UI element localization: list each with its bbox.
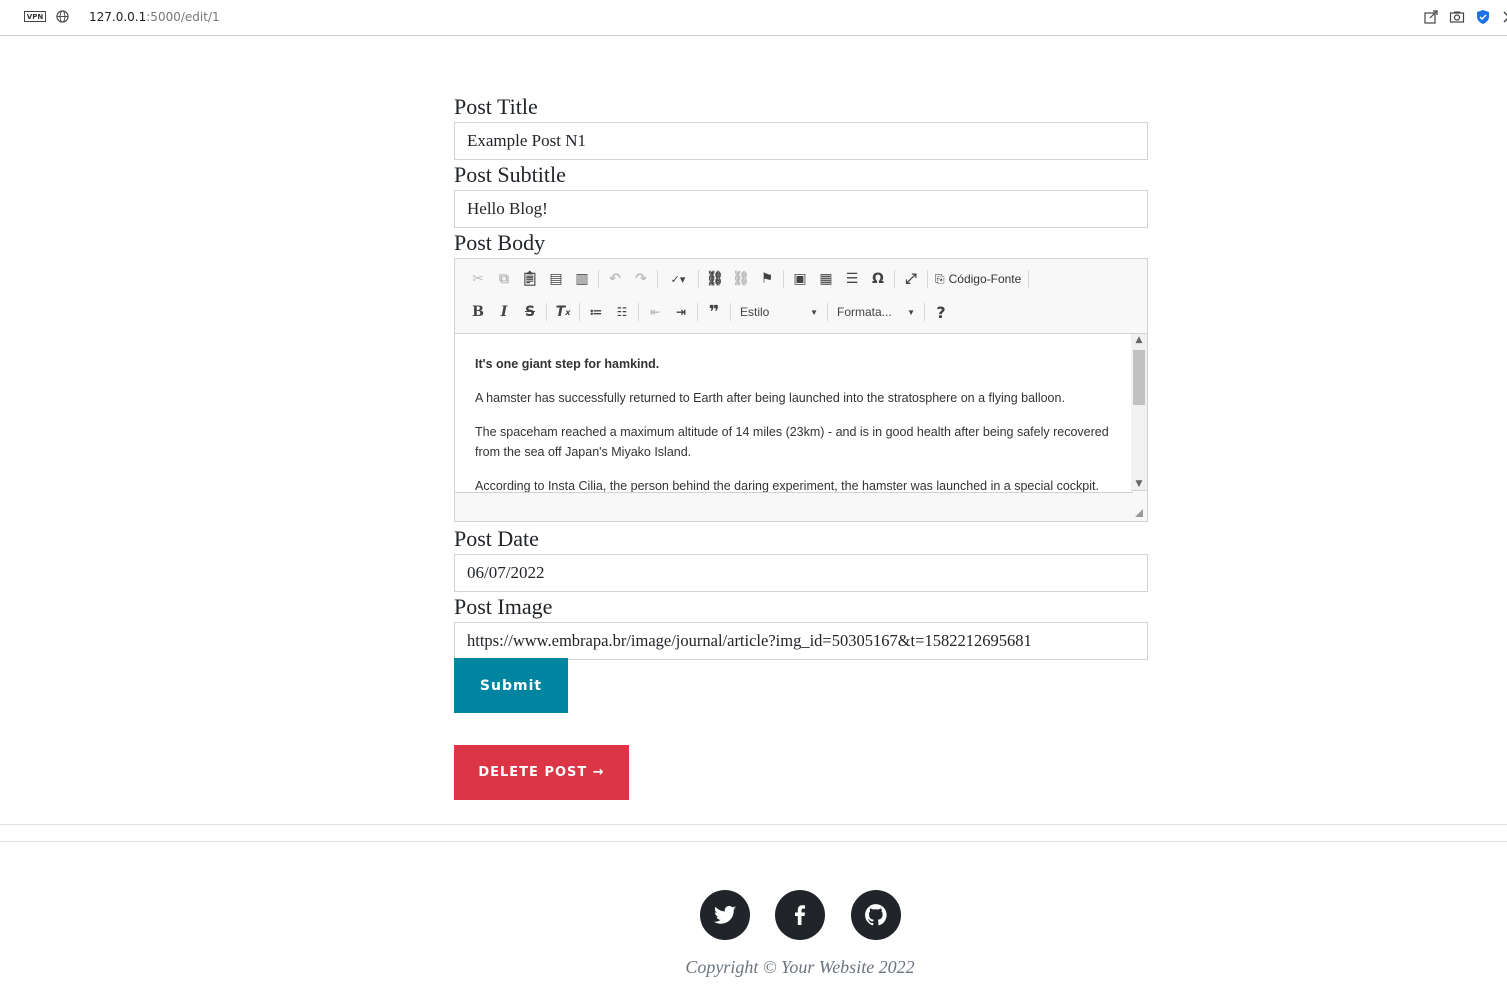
undo-icon[interactable]: ↶ <box>609 271 621 287</box>
format-dropdown-label: Formata... <box>837 305 892 319</box>
twitter-icon <box>713 903 737 927</box>
post-title-input[interactable]: Example Post N1 <box>454 122 1148 160</box>
paste-word-icon[interactable]: ▥ <box>575 271 589 287</box>
redo-icon[interactable]: ↷ <box>635 271 647 287</box>
bulleted-list-icon[interactable]: ☷ <box>616 305 628 319</box>
chevron-down-icon: ▼ <box>810 307 818 317</box>
editor-toolbar-row-1 <box>465 265 1032 293</box>
spellcheck-icon[interactable]: ✓▾ <box>670 272 686 286</box>
url-host: 127.0.0.1 <box>89 10 147 24</box>
format-dropdown[interactable] <box>831 305 921 319</box>
twitter-link[interactable] <box>700 890 750 940</box>
post-date-label: Post Date <box>454 526 539 551</box>
close-icon[interactable] <box>1501 9 1507 25</box>
share-icon[interactable] <box>1423 9 1439 25</box>
facebook-link[interactable] <box>775 890 825 940</box>
post-image-input[interactable]: https://www.embrapa.br/image/journal/article?img_id=50305167&t=1582212695681 <box>454 622 1148 660</box>
body-paragraph: A hamster has successfully returned to Earth after being launched into the stratosphere on a flying balloon. <box>475 391 1065 405</box>
image-icon[interactable]: ▣ <box>793 271 807 287</box>
table-icon[interactable]: ▦ <box>819 271 833 287</box>
submit-button[interactable]: Submit <box>454 658 568 713</box>
editor-toolbar-row-2 <box>465 298 954 326</box>
anchor-flag-icon[interactable]: ⚑ <box>760 271 774 287</box>
blockquote-icon[interactable]: ❞ <box>708 301 720 323</box>
shield-icon[interactable] <box>1475 9 1491 25</box>
source-label: Código-Fonte <box>948 272 1022 286</box>
delete-post-button[interactable]: DELETE POST → <box>454 745 629 800</box>
camera-icon[interactable] <box>1449 9 1465 25</box>
facebook-icon <box>788 903 812 927</box>
italic-icon[interactable]: I <box>500 304 508 320</box>
copyright-text: Copyright © Your Website 2022 <box>685 957 915 977</box>
special-char-icon[interactable]: Ω <box>872 271 884 287</box>
rich-text-editor <box>454 258 1148 522</box>
numbered-list-icon[interactable]: ≔ <box>589 305 603 319</box>
help-icon[interactable]: ? <box>936 302 946 322</box>
vpn-badge[interactable]: VPN <box>24 11 46 22</box>
globe-icon <box>56 10 69 23</box>
github-icon <box>863 902 889 928</box>
style-dropdown-label: Estilo <box>740 305 770 319</box>
github-link[interactable] <box>851 890 901 940</box>
scrollbar-thumb[interactable] <box>1133 350 1145 405</box>
source-button[interactable] <box>931 272 1025 287</box>
post-subtitle-input[interactable]: Hello Blog! <box>454 190 1148 228</box>
source-icon: ⎘ <box>935 271 945 286</box>
body-paragraph: The spaceham reached a maximum altitude of 14 miles (23km) - and is in good health after being safely recovered from the sea off Japan's Miyako Island. <box>475 425 1109 459</box>
body-paragraph: According to Insta Cilia, the person behind the daring experiment, the hamster was launched in a special cockpit. <box>475 479 1099 493</box>
scroll-down-icon[interactable]: ▼ <box>1135 479 1143 489</box>
divider <box>0 841 1507 842</box>
body-paragraph: It's one giant step for hamkind. <box>475 357 660 371</box>
strikethrough-icon[interactable]: S <box>524 304 536 320</box>
post-image-label: Post Image <box>454 594 553 619</box>
address-bar[interactable] <box>89 10 220 24</box>
post-subtitle-label: Post Subtitle <box>454 162 566 187</box>
paste-icon[interactable]: 📋︎ <box>521 271 539 287</box>
url-path: :5000/edit/1 <box>146 10 220 24</box>
style-dropdown[interactable] <box>734 305 824 319</box>
divider <box>0 824 1507 825</box>
remove-format-icon[interactable]: T x <box>555 304 571 320</box>
bold-icon[interactable]: B <box>472 304 484 320</box>
edit-post-form <box>454 92 1148 660</box>
unlink-icon[interactable]: ⛓ <box>732 271 750 287</box>
post-body-label: Post Body <box>454 230 546 255</box>
indent-icon[interactable]: ⇥ <box>675 305 687 319</box>
paste-text-icon[interactable]: ▤ <box>549 271 563 287</box>
post-date-input[interactable]: 06/07/2022 <box>454 554 1148 592</box>
scroll-up-icon[interactable]: ▲ <box>1135 335 1143 345</box>
editor-scrollbar[interactable] <box>1131 333 1147 491</box>
post-title-label: Post Title <box>454 94 538 119</box>
outdent-icon[interactable]: ⇤ <box>649 305 661 319</box>
copy-icon[interactable]: ⧉ <box>499 271 509 287</box>
chevron-down-icon: ▼ <box>907 307 915 317</box>
cut-icon[interactable]: ✂ <box>472 271 484 287</box>
resize-handle-icon[interactable] <box>1135 509 1143 517</box>
editor-content[interactable] <box>455 333 1133 493</box>
horizontal-line-icon[interactable]: ☰ <box>845 271 859 287</box>
link-icon[interactable]: ⛓ <box>706 271 724 287</box>
browser-toolbar <box>0 0 1507 36</box>
maximize-icon[interactable]: ⤢ <box>905 271 917 287</box>
